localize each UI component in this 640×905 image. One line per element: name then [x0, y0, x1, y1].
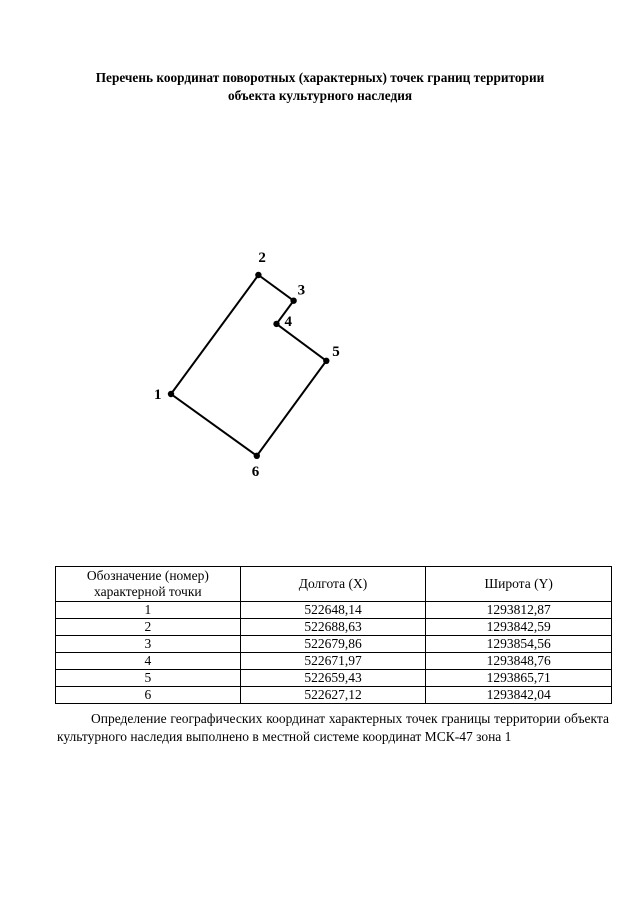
cell-x: 522648,14 — [240, 602, 426, 619]
cell-point: 3 — [56, 636, 241, 653]
table-row — [56, 602, 612, 619]
cell-x: 522671,97 — [240, 653, 426, 670]
header-point-number: Обозначение (номер) характерной точки — [56, 567, 241, 602]
cell-y: 1293854,56 — [426, 636, 612, 653]
cell-point: 1 — [56, 602, 241, 619]
cell-y: 1293865,71 — [426, 670, 612, 687]
cell-point: 2 — [56, 619, 241, 636]
cell-point: 6 — [56, 687, 241, 704]
cell-point: 4 — [56, 653, 241, 670]
point-label-6: 6 — [251, 463, 260, 480]
coordinate-system-note: Определение географических координат характерных точек границы территории объекта культурного наследия выполнено в местной системе координат МСК-47 зона 1 — [57, 711, 609, 744]
boundary-line — [171, 275, 326, 456]
table-row — [56, 636, 612, 653]
boundary-point-2 — [255, 272, 261, 278]
boundary-point-5 — [323, 358, 329, 364]
point-label-1: 1 — [154, 387, 162, 403]
coordinates-table — [55, 566, 612, 704]
cell-x: 522627,12 — [240, 687, 426, 704]
table-row — [56, 687, 612, 704]
header-longitude: Долгота (X) — [240, 567, 426, 602]
cell-y: 1293812,87 — [426, 602, 612, 619]
cell-x: 522679,86 — [240, 636, 426, 653]
point-label-3: 3 — [297, 282, 306, 299]
point-label-2: 2 — [258, 250, 266, 266]
point-label-5: 5 — [332, 343, 340, 360]
cell-point: 5 — [56, 670, 241, 687]
boundary-point-1 — [168, 391, 174, 397]
boundary-point-4 — [273, 321, 279, 327]
cell-y: 1293842,04 — [426, 687, 612, 704]
header-latitude: Широта (Y) — [426, 567, 612, 602]
cell-y: 1293842,59 — [426, 619, 612, 636]
point-label-4: 4 — [284, 313, 292, 330]
table-row — [56, 619, 612, 636]
boundary-point-3 — [290, 298, 296, 304]
boundary-point-6 — [254, 453, 260, 459]
title-line-1: Перечень координат поворотных (характерных) точек границ территории — [95, 70, 545, 85]
cell-x: 522688,63 — [240, 619, 426, 636]
table-row — [56, 670, 612, 687]
cell-x: 522659,43 — [240, 670, 426, 687]
cell-y: 1293848,76 — [426, 653, 612, 670]
table-row — [56, 653, 612, 670]
title-line-2: объекта культурного наследия — [227, 88, 413, 103]
table-header-row — [56, 567, 612, 602]
